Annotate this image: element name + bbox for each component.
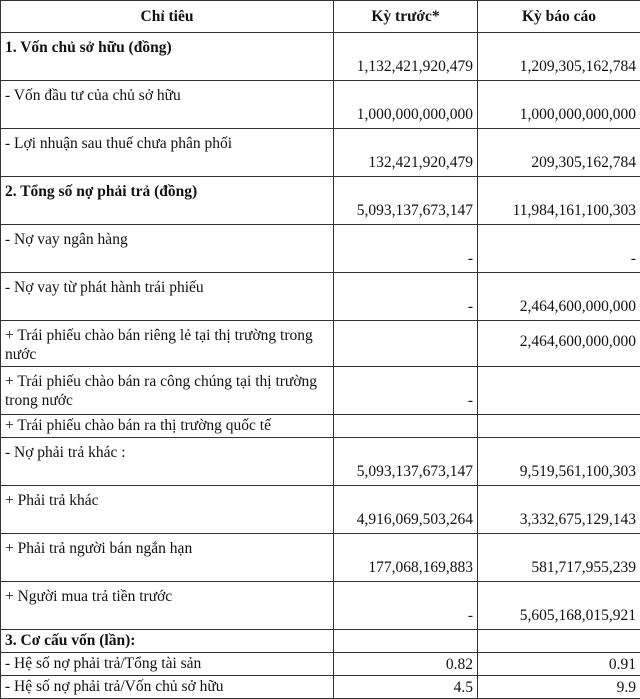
row-previous-value	[334, 321, 478, 367]
row-label: - Nợ vay ngân hàng	[1, 225, 334, 273]
row-label: + Trái phiếu chào bán riêng lẻ tại thị trường trong nước	[1, 321, 334, 367]
row-reporting-value: 581,717,955,239	[478, 534, 640, 582]
row-previous-value	[334, 630, 478, 653]
row-previous-value: -	[334, 582, 478, 630]
row-reporting-value: 1,209,305,162,784	[478, 33, 640, 81]
row-label: + Phải trả khác	[1, 486, 334, 534]
row-reporting-value: -	[478, 225, 640, 273]
row-previous-value: 132,421,920,479	[334, 129, 478, 177]
table-row-equity	[1, 33, 640, 81]
row-reporting-value: 9.9	[478, 676, 640, 699]
row-previous-value: 4.5	[334, 676, 478, 699]
row-label: 1. Vốn chủ sở hữu (đồng)	[1, 33, 334, 81]
row-reporting-value	[478, 415, 640, 438]
row-reporting-value	[478, 630, 640, 653]
row-reporting-value: 2,464,600,000,000	[478, 273, 640, 321]
header-previous-period: Kỳ trước*	[334, 1, 478, 33]
row-reporting-value: 1,000,000,000,000	[478, 81, 640, 129]
row-previous-value: 4,916,069,503,264	[334, 486, 478, 534]
table-row-debt-to-equity	[1, 676, 640, 699]
row-reporting-value	[478, 367, 640, 415]
row-previous-value: 5,093,137,673,147	[334, 438, 478, 486]
header-row	[1, 1, 640, 33]
row-reporting-value: 11,984,161,100,303	[478, 177, 640, 225]
row-previous-value: 1,000,000,000,000	[334, 81, 478, 129]
row-previous-value: -	[334, 225, 478, 273]
table-row-capital-structure	[1, 630, 640, 653]
table-row-bank-loans	[1, 225, 640, 273]
row-label: - Hệ số nợ phải trả/Tổng tài sản	[1, 653, 334, 676]
row-previous-value: 1,132,421,920,479	[334, 33, 478, 81]
row-label: + Trái phiếu chào bán ra công chúng tại thị trường trong nước	[1, 367, 334, 415]
table-row-owner-investment	[1, 81, 640, 129]
row-label: + Phải trả người bán ngắn hạn	[1, 534, 334, 582]
table-row-trade-payables	[1, 534, 640, 582]
table-row-other-liabilities	[1, 438, 640, 486]
row-label: - Vốn đầu tư của chủ sở hữu	[1, 81, 334, 129]
row-reporting-value: 3,332,675,129,143	[478, 486, 640, 534]
row-reporting-value: 0.91	[478, 653, 640, 676]
row-previous-value: -	[334, 273, 478, 321]
row-previous-value: 177,068,169,883	[334, 534, 478, 582]
table-row-bond-loans	[1, 273, 640, 321]
table-row-debt-to-assets	[1, 653, 640, 676]
row-label: 2. Tổng số nợ phải trả (đồng)	[1, 177, 334, 225]
row-reporting-value: 9,519,561,100,303	[478, 438, 640, 486]
row-label: - Nợ vay từ phát hành trái phiếu	[1, 273, 334, 321]
header-reporting-period: Kỳ báo cáo	[478, 1, 640, 33]
table-body	[1, 33, 640, 699]
header-indicator: Chỉ tiêu	[1, 1, 334, 33]
table-row-private-bonds	[1, 321, 640, 367]
table-row-other-payables	[1, 486, 640, 534]
row-reporting-value: 2,464,600,000,000	[478, 321, 640, 367]
row-label: + Trái phiếu chào bán ra thị trường quốc tế	[1, 415, 334, 438]
row-label: 3. Cơ cấu vốn (lần):	[1, 630, 334, 653]
table-row-international-bonds	[1, 415, 640, 438]
row-previous-value: 0.82	[334, 653, 478, 676]
table-header	[1, 1, 640, 33]
row-previous-value	[334, 415, 478, 438]
row-label: - Nợ phải trả khác :	[1, 438, 334, 486]
table-row-retained-earnings	[1, 129, 640, 177]
table-row-customer-advances	[1, 582, 640, 630]
row-label: - Hệ số nợ phải trả/Vốn chủ sở hữu	[1, 676, 334, 699]
row-label: - Lợi nhuận sau thuế chưa phân phối	[1, 129, 334, 177]
table-row-total-liabilities	[1, 177, 640, 225]
row-reporting-value: 5,605,168,015,921	[478, 582, 640, 630]
row-reporting-value: 209,305,162,784	[478, 129, 640, 177]
row-previous-value: -	[334, 367, 478, 415]
row-previous-value: 5,093,137,673,147	[334, 177, 478, 225]
table-row-public-bonds	[1, 367, 640, 415]
row-label: + Người mua trả tiền trước	[1, 582, 334, 630]
